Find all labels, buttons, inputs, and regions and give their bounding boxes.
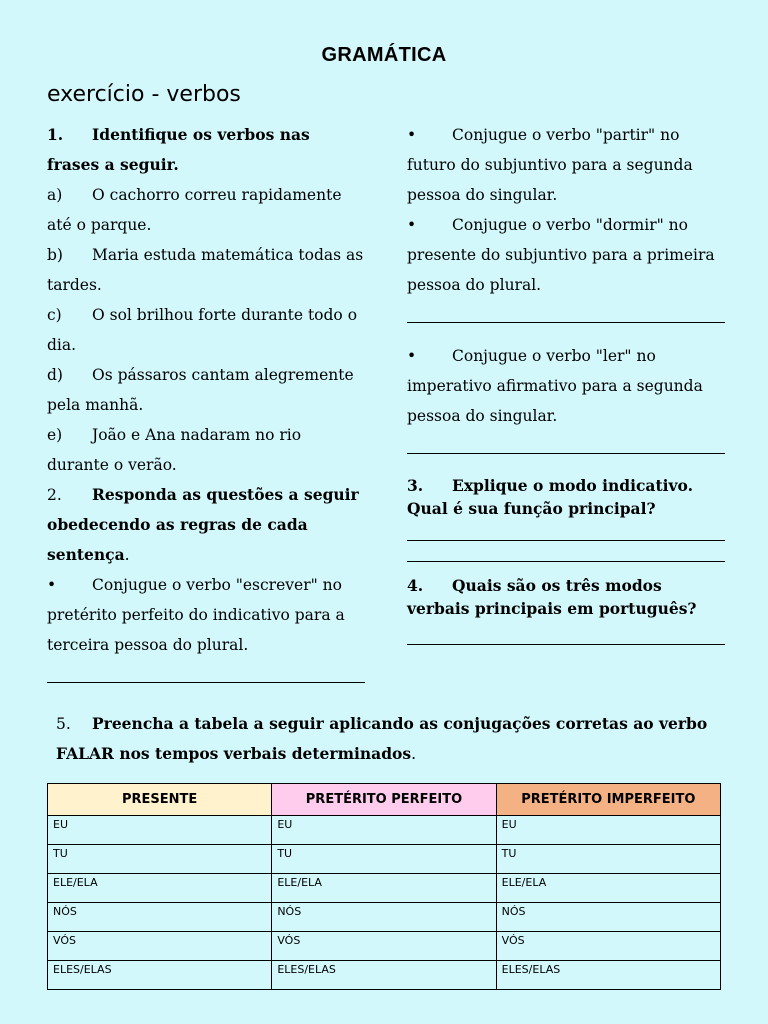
bullet-item-1	[47, 570, 365, 660]
table-cell[interactable]: ELE/ELA	[272, 874, 496, 903]
question-5-text: Preencha a tabela a seguir aplicando as conjugações corretas ao verbo FALAR nos tempos verbais determinados	[56, 714, 708, 763]
table-row	[48, 874, 721, 903]
question-3-text: Explique o modo indicativo. Qual é sua função principal?	[407, 476, 693, 518]
item-text: O cachorro correu rapidamente até o parque.	[47, 186, 342, 234]
table-cell[interactable]: ELE/ELA	[496, 874, 720, 903]
answer-line[interactable]	[407, 620, 725, 645]
item-e	[47, 420, 365, 480]
table-cell[interactable]: VÓS	[48, 932, 272, 961]
right-column	[407, 120, 725, 645]
table-cell[interactable]: ELE/ELA	[48, 874, 272, 903]
bullet-text: Conjugue o verbo "escrever" no pretérito perfeito do indicativo para a terceira pessoa do plural.	[47, 576, 345, 654]
table-cell[interactable]: TU	[272, 845, 496, 874]
item-label: a)	[47, 186, 63, 204]
table-cell[interactable]: EU	[272, 816, 496, 845]
item-label: b)	[47, 246, 63, 264]
bullet-icon: •	[47, 576, 57, 594]
bullet-icon: •	[407, 126, 417, 144]
question-4	[407, 574, 725, 620]
item-text: Os pássaros cantam alegremente pela manhã.	[47, 366, 354, 414]
left-column	[47, 120, 365, 683]
question-5-number: 5.	[56, 715, 71, 733]
table-row	[48, 932, 721, 961]
header-presente: PRESENTE	[48, 784, 272, 816]
table-cell[interactable]: NÓS	[272, 903, 496, 932]
question-1-text: Identifique os verbos nas frases a seguir.	[47, 125, 310, 174]
bullet-item-3	[407, 210, 725, 300]
item-text: João e Ana nadaram no rio durante o verão.	[47, 426, 302, 474]
question-5	[56, 709, 736, 769]
question-4-text: Quais são os três modos verbais principais em português?	[407, 576, 697, 618]
item-b	[47, 240, 365, 300]
table-cell[interactable]: NÓS	[496, 903, 720, 932]
page-title: GRAMÁTICA	[321, 44, 447, 66]
bullet-item-2	[407, 120, 725, 210]
question-2-period: .	[124, 546, 130, 564]
table-cell[interactable]: TU	[496, 845, 720, 874]
question-1	[47, 120, 365, 180]
bullet-text: Conjugue o verbo "dormir" no presente do subjuntivo para a primeira pessoa do plural.	[407, 216, 715, 294]
table-row	[48, 961, 721, 990]
answer-line[interactable]	[407, 300, 725, 323]
header-preterito-imperfeito: PRETÉRITO IMPERFEITO	[496, 784, 720, 816]
bullet-text: Conjugue o verbo "partir" no futuro do subjuntivo para a segunda pessoa do singular.	[407, 126, 693, 204]
answer-line[interactable]	[47, 660, 365, 683]
table-cell[interactable]: ELES/ELAS	[48, 961, 272, 990]
table-cell[interactable]: TU	[48, 845, 272, 874]
item-text: O sol brilhou forte durante todo o dia.	[47, 306, 358, 354]
item-label: c)	[47, 306, 62, 324]
bullet-icon: •	[407, 347, 417, 365]
question-2	[47, 480, 365, 570]
table-row	[48, 903, 721, 932]
bullet-text: Conjugue o verbo "ler" no imperativo afirmativo para a segunda pessoa do singular.	[407, 347, 703, 425]
table-cell[interactable]: NÓS	[48, 903, 272, 932]
question-3-number: 3.	[407, 476, 424, 495]
bullet-icon: •	[407, 216, 417, 234]
question-2-number: 2.	[47, 486, 62, 504]
table-cell[interactable]: ELES/ELAS	[496, 961, 720, 990]
item-d	[47, 360, 365, 420]
table-cell[interactable]: EU	[496, 816, 720, 845]
table-cell[interactable]: EU	[48, 816, 272, 845]
table-row	[48, 816, 721, 845]
item-c	[47, 300, 365, 360]
item-a	[47, 180, 365, 240]
answer-line[interactable]	[407, 520, 725, 541]
question-3	[407, 474, 725, 520]
answer-line[interactable]	[407, 541, 725, 562]
table-header-row	[48, 784, 721, 816]
header-preterito-perfeito: PRETÉRITO PERFEITO	[272, 784, 496, 816]
question-2-text: Responda as questões a seguir obedecendo as regras de cada sentença	[47, 485, 359, 564]
table-cell[interactable]: VÓS	[496, 932, 720, 961]
item-label: d)	[47, 366, 63, 384]
question-1-number: 1.	[47, 125, 64, 144]
item-text: Maria estuda matemática todas as tardes.	[47, 246, 364, 294]
conjugation-table	[47, 783, 721, 990]
table-cell[interactable]: VÓS	[272, 932, 496, 961]
question-5-period: .	[411, 745, 417, 763]
page-subtitle: exercício - verbos	[47, 82, 241, 107]
bullet-item-4	[407, 341, 725, 431]
item-label: e)	[47, 426, 63, 444]
table-cell[interactable]: ELES/ELAS	[272, 961, 496, 990]
answer-line[interactable]	[407, 431, 725, 454]
table-row	[48, 845, 721, 874]
question-4-number: 4.	[407, 576, 424, 595]
